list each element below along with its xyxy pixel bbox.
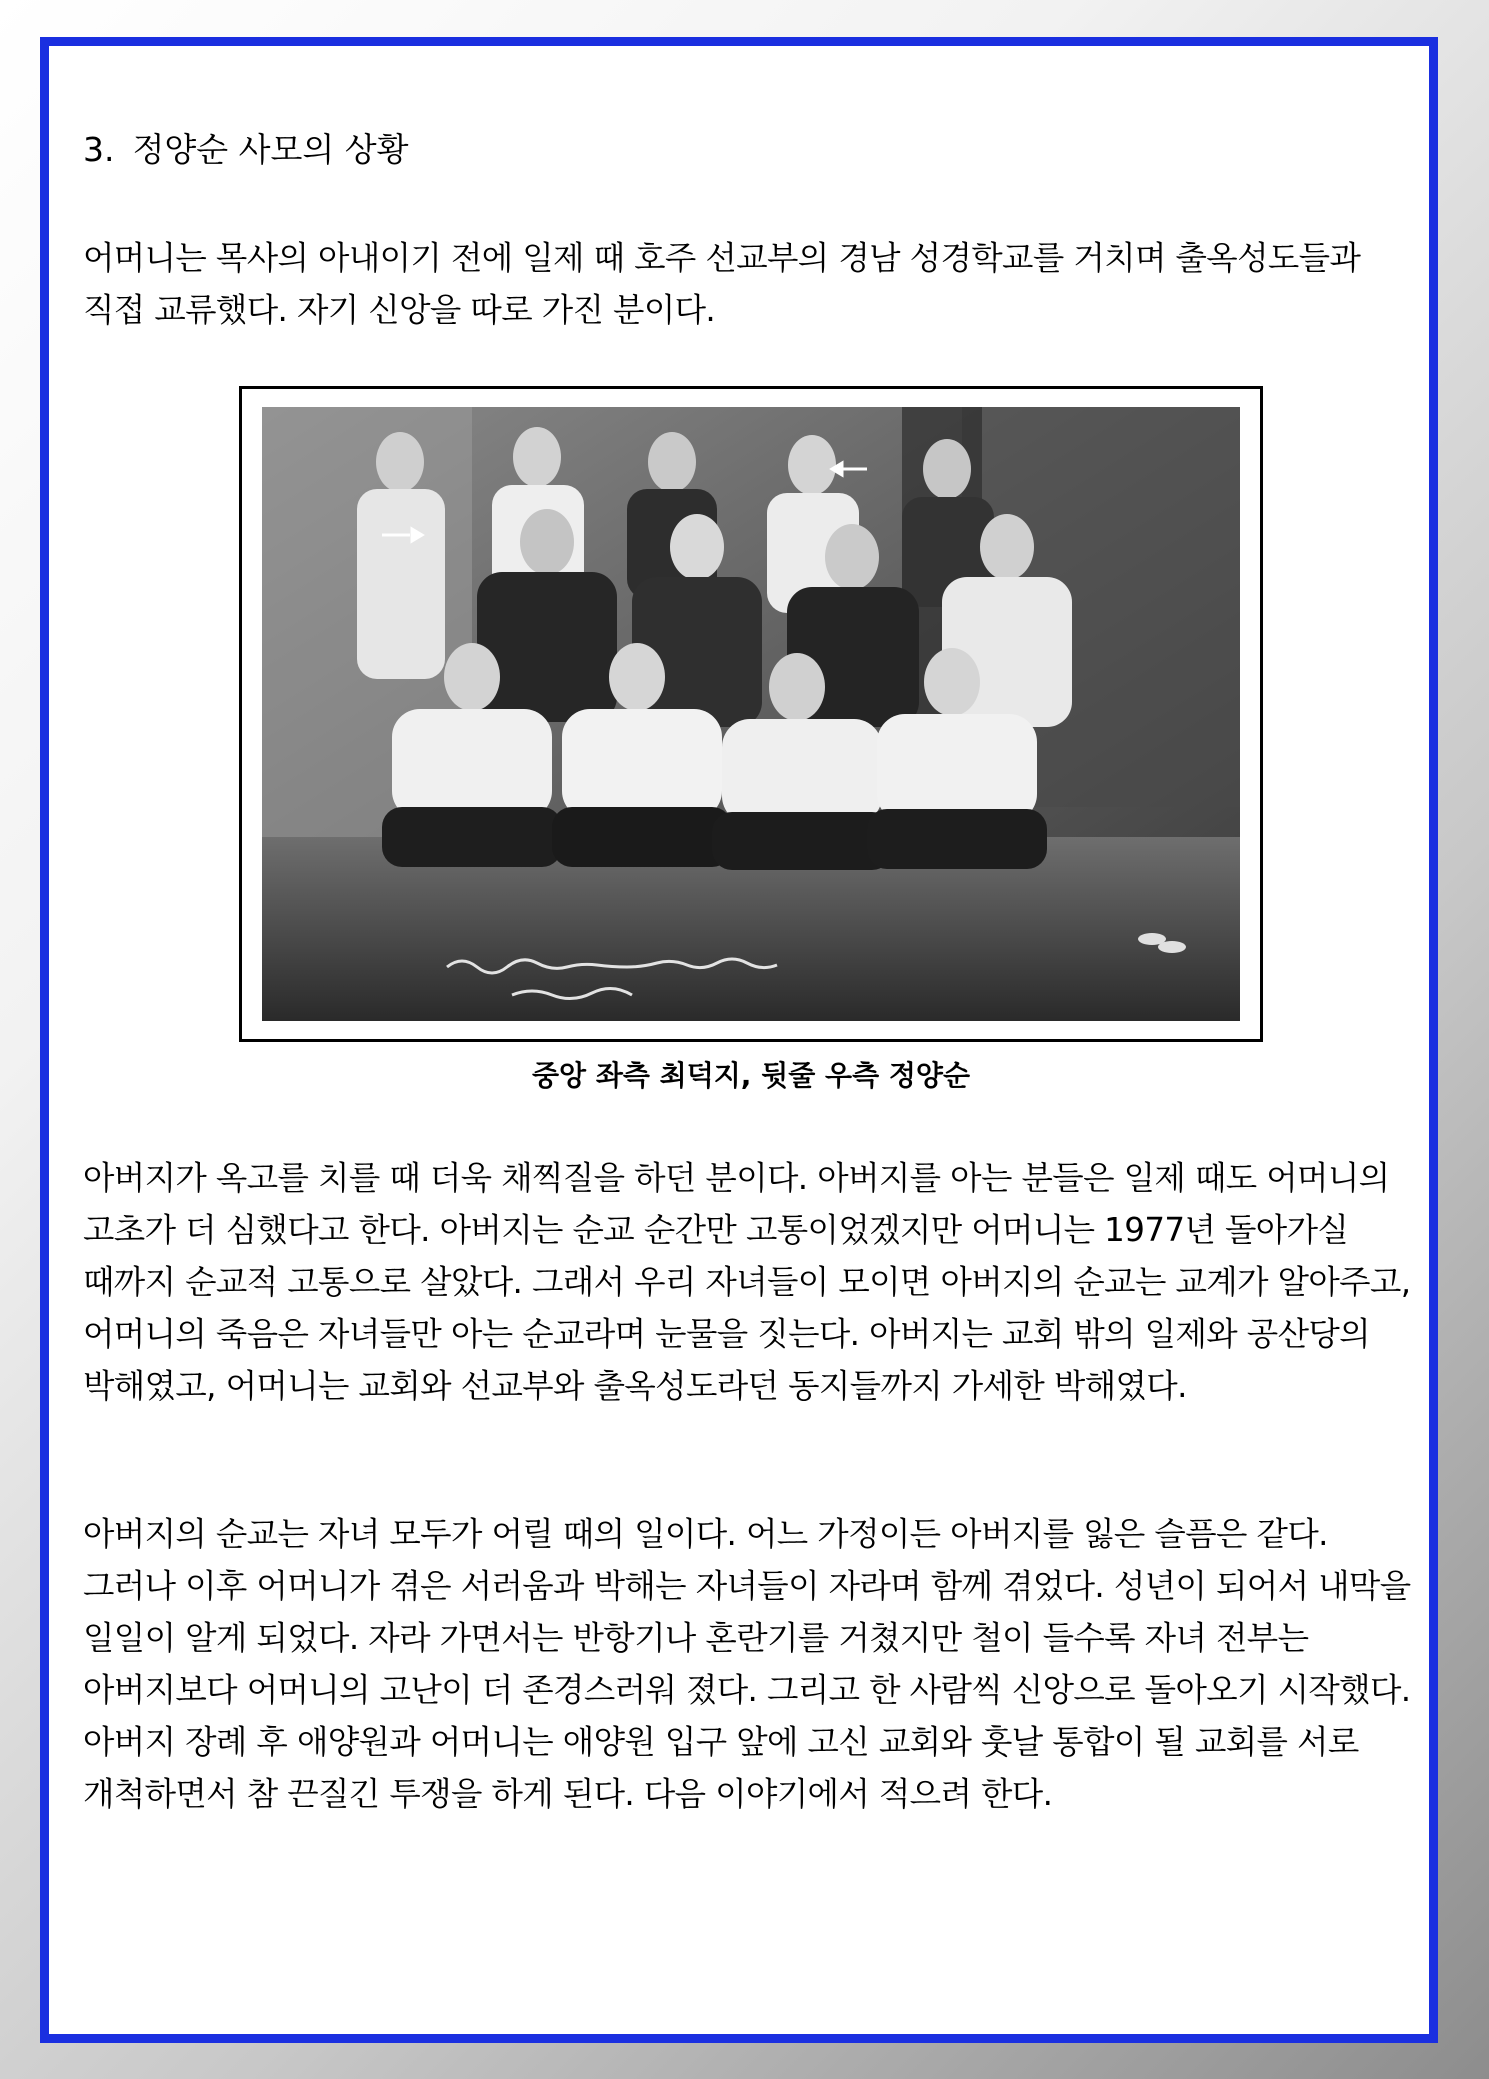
paragraph-intro: 어머니는 목사의 아내이기 전에 일제 때 호주 선교부의 경남 성경학교를 거치며 출옥성도들과 직접 교류했다. 자기 신앙을 따로 가진 분이다. [83,239,1361,329]
group-photo [262,407,1240,1021]
section-heading [83,128,409,172]
photo-frame [239,386,1263,1042]
photo-caption: 중앙 좌측 최덕지, 뒷줄 우측 정양순 [531,1059,971,1092]
paragraph-children: 아버지의 순교는 자녀 모두가 어릴 때의 일이다. 어느 가정이든 아버지를 잃은 슬픔은 같다. 그러나 이후 어머니가 겪은 서러움과 박해는 자녀들이 자라며 함께 겪었다. 성년이 되어서 내막을 일일이 알게 되었다. 자라 가면서는 반항기나 혼란기를 거쳤지만 철이 들수록 자녀 전부는 아버지보다 어머니의 고난이 더 존경스러워 졌다. 그리고 한 사람씩 신앙으로 돌아오기 시작했다. 아버지 장례 후 애양원과 어머니는 애양원 입구 앞에 고신 교회와 훗날 통합이 될 교회를 서로 개척하면서 참 끈질긴 투쟁을 하게 된다. 다음 이야기에서 적으려 한다. [83,1515,1411,1813]
page-frame [40,37,1438,2043]
section-number: 3. [83,130,115,169]
group-photo-illustration [262,407,1240,1021]
section-title: 정양순 사모의 상황 [132,130,409,169]
paragraph-father-imprisonment: 아버지가 옥고를 치를 때 더욱 채찍질을 하던 분이다. 아버지를 아는 분들은 일제 때도 어머니의 고초가 더 심했다고 한다. 아버지는 순교 순간만 고통이었겠지만 어머니는 1977년 돌아가실 때까지 순교적 고통으로 살았다. 그래서 우리 자녀들이 모이면 아버지의 순교는 교계가 알아주고, 어머니의 죽음은 자녀들만 아는 순교라며 눈물을 짓는다. 아버지는 교회 밖의 일제와 공산당의 박해였고, 어머니는 교회와 선교부와 출옥성도라던 동지들까지 가세한 박해였다. [83,1159,1411,1405]
